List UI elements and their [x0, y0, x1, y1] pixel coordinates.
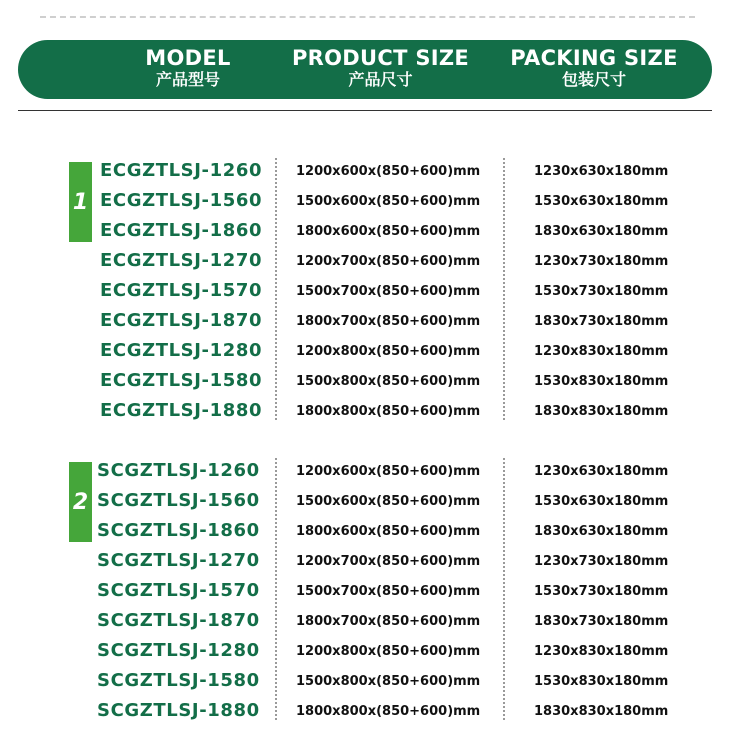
packing-size: 1830x630x180mm [534, 224, 669, 239]
table-row [0, 218, 750, 248]
header-product-size-en: PRODUCT SIZE [291, 46, 470, 70]
product-size: 1200x700x(850+600)mm [296, 554, 481, 569]
header-divider [18, 110, 712, 111]
model-code: SCGZTLSJ-1860 [97, 520, 260, 541]
product-size: 1500x700x(850+600)mm [296, 584, 481, 599]
table-row [0, 548, 750, 578]
product-size: 1800x700x(850+600)mm [296, 614, 481, 629]
table-row [0, 578, 750, 608]
packing-size: 1830x630x180mm [534, 524, 669, 539]
product-size: 1200x600x(850+600)mm [296, 164, 481, 179]
header-model [103, 46, 273, 90]
table-row [0, 638, 750, 668]
packing-size: 1230x630x180mm [534, 164, 669, 179]
model-code: SCGZTLSJ-1880 [97, 700, 260, 721]
packing-size: 1530x630x180mm [534, 494, 669, 509]
product-size: 1200x800x(850+600)mm [296, 644, 481, 659]
table-header-bar [18, 40, 712, 99]
model-code: SCGZTLSJ-1560 [97, 490, 260, 511]
packing-size: 1530x730x180mm [534, 584, 669, 599]
table-row [0, 668, 750, 698]
model-code: ECGZTLSJ-1280 [100, 340, 263, 361]
group-badge: 1 [69, 162, 92, 242]
table-row [0, 608, 750, 638]
model-code: ECGZTLSJ-1880 [100, 400, 263, 421]
model-code: ECGZTLSJ-1860 [100, 220, 263, 241]
model-code: ECGZTLSJ-1560 [100, 190, 263, 211]
model-code: SCGZTLSJ-1870 [97, 610, 260, 631]
table-row [0, 158, 750, 188]
table-row [0, 458, 750, 488]
table-row [0, 698, 750, 728]
product-size: 1800x600x(850+600)mm [296, 524, 481, 539]
model-code: ECGZTLSJ-1570 [100, 280, 263, 301]
top-dashed-divider [40, 16, 695, 18]
model-code: SCGZTLSJ-1580 [97, 670, 260, 691]
product-size: 1500x800x(850+600)mm [296, 374, 481, 389]
product-size: 1500x800x(850+600)mm [296, 674, 481, 689]
table-row [0, 488, 750, 518]
table-row [0, 248, 750, 278]
header-packing-size-cn: 包装尺寸 [561, 70, 626, 89]
model-code: SCGZTLSJ-1280 [97, 640, 260, 661]
table-row [0, 398, 750, 428]
product-size: 1500x600x(850+600)mm [296, 194, 481, 209]
product-size: 1800x800x(850+600)mm [296, 404, 481, 419]
product-size: 1800x700x(850+600)mm [296, 314, 481, 329]
packing-size: 1530x730x180mm [534, 284, 669, 299]
packing-size: 1830x730x180mm [534, 614, 669, 629]
model-code: ECGZTLSJ-1260 [100, 160, 263, 181]
product-size: 1500x700x(850+600)mm [296, 284, 481, 299]
model-code: SCGZTLSJ-1260 [97, 460, 260, 481]
table-row [0, 368, 750, 398]
packing-size: 1230x830x180mm [534, 344, 669, 359]
packing-size: 1530x830x180mm [534, 374, 669, 389]
header-product-size [283, 46, 478, 90]
header-product-size-cn: 产品尺寸 [348, 70, 413, 89]
header-packing-size-en: PACKING SIZE [510, 46, 678, 70]
table-row [0, 308, 750, 338]
model-code: SCGZTLSJ-1570 [97, 580, 260, 601]
product-size: 1200x700x(850+600)mm [296, 254, 481, 269]
packing-size: 1830x730x180mm [534, 314, 669, 329]
model-code: ECGZTLSJ-1580 [100, 370, 263, 391]
packing-size: 1230x730x180mm [534, 554, 669, 569]
header-model-cn: 产品型号 [155, 70, 220, 89]
header-model-en: MODEL [145, 46, 231, 70]
table-row [0, 278, 750, 308]
packing-size: 1530x830x180mm [534, 674, 669, 689]
model-code: ECGZTLSJ-1870 [100, 310, 263, 331]
product-size: 1200x600x(850+600)mm [296, 464, 481, 479]
model-code: SCGZTLSJ-1270 [97, 550, 260, 571]
product-size: 1200x800x(850+600)mm [296, 344, 481, 359]
packing-size: 1530x630x180mm [534, 194, 669, 209]
packing-size: 1230x730x180mm [534, 254, 669, 269]
packing-size: 1230x830x180mm [534, 644, 669, 659]
packing-size: 1830x830x180mm [534, 404, 669, 419]
group-badge: 2 [69, 462, 92, 542]
model-code: ECGZTLSJ-1270 [100, 250, 263, 271]
header-packing-size [496, 46, 692, 90]
product-size: 1500x600x(850+600)mm [296, 494, 481, 509]
packing-size: 1830x830x180mm [534, 704, 669, 719]
table-row [0, 338, 750, 368]
packing-size: 1230x630x180mm [534, 464, 669, 479]
product-size: 1800x800x(850+600)mm [296, 704, 481, 719]
product-size: 1800x600x(850+600)mm [296, 224, 481, 239]
table-row [0, 518, 750, 548]
table-row [0, 188, 750, 218]
